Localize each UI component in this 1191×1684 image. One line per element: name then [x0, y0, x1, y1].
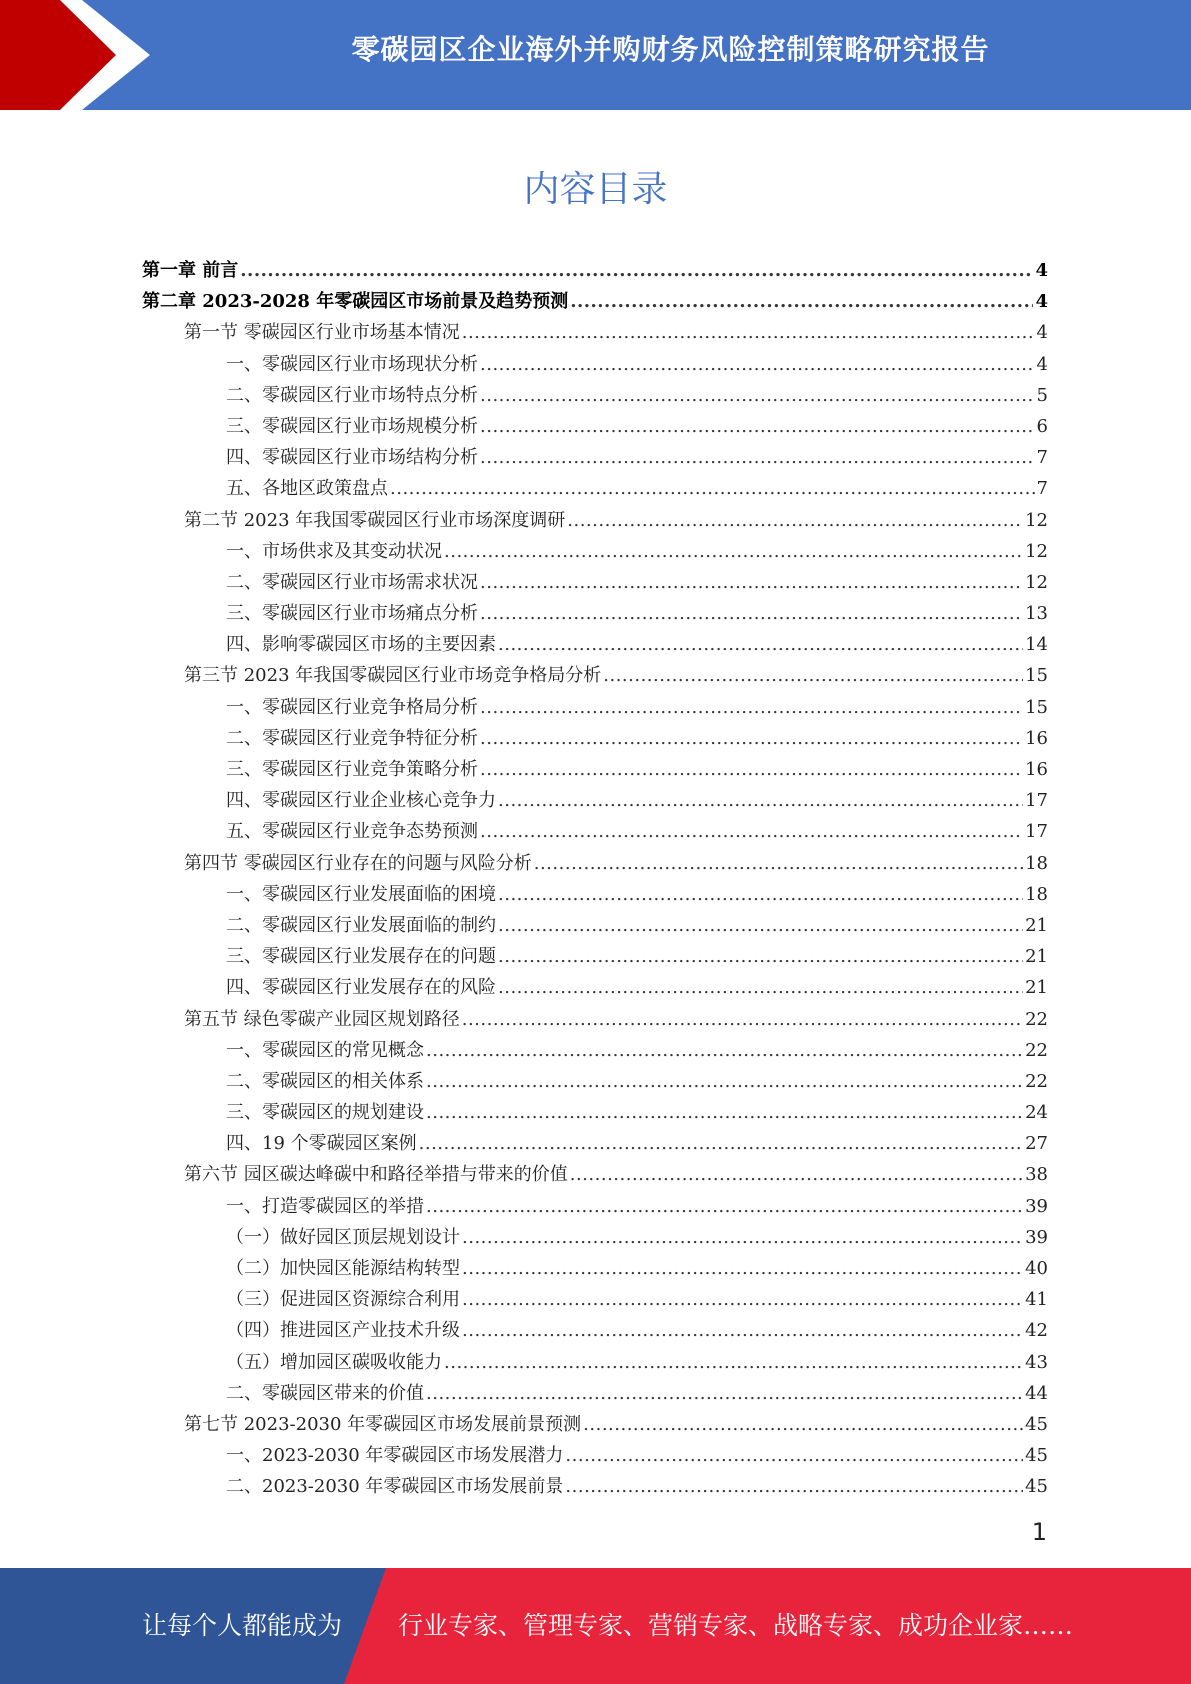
toc-entry-title: （三）促进园区资源综合利用 — [226, 1289, 460, 1311]
toc-entry-page: 21 — [1025, 914, 1048, 936]
toc-entry[interactable] — [142, 1471, 1048, 1502]
table-of-contents — [142, 255, 1048, 1503]
toc-entry-title: 一、市场供求及其变动状况 — [226, 540, 442, 562]
toc-entry-page: 22 — [1025, 1008, 1048, 1030]
toc-entry-title: 四、零碳园区行业市场结构分析 — [226, 447, 478, 469]
toc-entry[interactable] — [142, 1128, 1048, 1159]
toc-entry-page: 5 — [1036, 384, 1048, 406]
toc-entry[interactable] — [142, 1409, 1048, 1440]
toc-leader-dots — [480, 723, 1023, 754]
toc-entry[interactable] — [142, 754, 1048, 785]
toc-entry[interactable] — [142, 1315, 1048, 1346]
toc-leader-dots — [480, 692, 1023, 723]
toc-entry[interactable] — [142, 349, 1048, 380]
toc-leader-dots — [570, 286, 1033, 317]
toc-leader-dots — [498, 910, 1023, 941]
toc-entry-title: 一、打造零碳园区的举措 — [226, 1195, 424, 1217]
toc-entry[interactable] — [142, 411, 1048, 442]
toc-entry-page: 12 — [1025, 509, 1048, 531]
toc-entry-page: 45 — [1025, 1445, 1048, 1467]
toc-entry-page: 45 — [1025, 1413, 1048, 1435]
toc-entry-page: 39 — [1025, 1195, 1048, 1217]
toc-entry[interactable] — [142, 505, 1048, 536]
toc-entry-page: 15 — [1025, 665, 1048, 687]
toc-leader-dots — [462, 1222, 1023, 1253]
toc-leader-dots — [444, 536, 1023, 567]
toc-leader-dots — [498, 785, 1023, 816]
toc-entry-title: 三、零碳园区的规划建设 — [226, 1102, 424, 1124]
footer-slogan-right: 行业专家、管理专家、营销专家、战略专家、成功企业家…… — [398, 1611, 1074, 1640]
toc-entry[interactable] — [142, 972, 1048, 1003]
toc-entry[interactable] — [142, 1440, 1048, 1471]
page-footer — [0, 1568, 1191, 1684]
toc-entry-title: 五、零碳园区行业竞争态势预测 — [226, 821, 478, 843]
toc-entry-title: 一、零碳园区的常见概念 — [226, 1039, 424, 1061]
toc-entry-page: 27 — [1025, 1133, 1048, 1155]
toc-leader-dots — [480, 442, 1035, 473]
toc-entry[interactable] — [142, 910, 1048, 941]
toc-leader-dots — [603, 660, 1023, 691]
toc-entry[interactable] — [142, 1191, 1048, 1222]
toc-entry-title: 二、零碳园区行业竞争特征分析 — [226, 727, 478, 749]
toc-entry-title: 四、19 个零碳园区案例 — [226, 1133, 417, 1155]
toc-leader-dots — [480, 598, 1023, 629]
toc-leader-dots — [498, 879, 1023, 910]
toc-entry-title: 第六节 园区碳达峰碳中和路径举措与带来的价值 — [184, 1164, 568, 1186]
toc-entry[interactable] — [142, 598, 1048, 629]
toc-entry[interactable] — [142, 723, 1048, 754]
toc-entry-page: 41 — [1025, 1289, 1048, 1311]
toc-leader-dots — [426, 1097, 1023, 1128]
toc-leader-dots — [240, 255, 1033, 286]
toc-leader-dots — [583, 1409, 1023, 1440]
toc-entry[interactable] — [142, 1284, 1048, 1315]
toc-entry-title: 五、各地区政策盘点 — [226, 478, 388, 500]
toc-entry-page: 18 — [1025, 852, 1048, 874]
toc-entry-title: 一、零碳园区行业竞争格局分析 — [226, 696, 478, 718]
report-title: 零碳园区企业海外并购财务风险控制策略研究报告 — [351, 33, 990, 66]
toc-entry-page: 13 — [1025, 603, 1048, 625]
toc-entry-title: （二）加快园区能源结构转型 — [226, 1258, 460, 1279]
toc-entry[interactable] — [142, 286, 1048, 317]
toc-leader-dots — [462, 317, 1035, 348]
footer-slogan-left: 让每个人都能成为 — [142, 1611, 343, 1640]
toc-entry-title: 四、零碳园区行业企业核心竞争力 — [226, 790, 496, 812]
toc-entry-page: 12 — [1025, 540, 1048, 562]
toc-entry-page: 24 — [1025, 1102, 1048, 1124]
toc-entry-page: 21 — [1025, 946, 1048, 968]
toc-entry[interactable] — [142, 567, 1048, 598]
toc-entry[interactable] — [142, 317, 1048, 348]
toc-entry[interactable] — [142, 1253, 1048, 1284]
toc-entry-page: 22 — [1025, 1039, 1048, 1061]
toc-entry-title: 三、零碳园区行业市场痛点分析 — [226, 603, 478, 625]
toc-leader-dots — [534, 848, 1023, 879]
toc-entry[interactable] — [142, 879, 1048, 910]
toc-entry-title: 一、零碳园区行业发展面临的困境 — [226, 883, 496, 905]
toc-leader-dots — [462, 1004, 1023, 1035]
toc-leader-dots — [480, 567, 1023, 598]
toc-entry[interactable] — [142, 1004, 1048, 1035]
toc-entry-title: 二、零碳园区的相关体系 — [226, 1070, 424, 1092]
toc-entry-page: 17 — [1025, 790, 1048, 812]
toc-leader-dots — [419, 1128, 1023, 1159]
toc-entry-title: （四）推进园区产业技术升级 — [226, 1320, 460, 1342]
toc-entry-title: 三、零碳园区行业市场规模分析 — [226, 415, 478, 437]
toc-entry-title: 一、零碳园区行业市场现状分析 — [226, 353, 478, 375]
toc-entry[interactable] — [142, 1378, 1048, 1409]
toc-leader-dots — [462, 1315, 1023, 1346]
toc-entry[interactable] — [142, 785, 1048, 816]
toc-leader-dots — [498, 629, 1023, 660]
toc-entry-title: 第四节 零碳园区行业存在的问题与风险分析 — [184, 852, 532, 874]
header-chevron-decoration — [0, 0, 160, 110]
toc-leader-dots — [462, 1253, 1023, 1284]
toc-leader-dots — [567, 505, 1023, 536]
toc-entry-title: 第五节 绿色零碳产业园区规划路径 — [184, 1008, 460, 1030]
toc-entry-title: 二、零碳园区行业市场特点分析 — [226, 384, 478, 406]
toc-leader-dots — [498, 941, 1023, 972]
toc-entry-title: 二、零碳园区带来的价值 — [226, 1382, 424, 1404]
toc-entry-title: （五）增加园区碳吸收能力 — [226, 1351, 442, 1373]
toc-entry-page: 4 — [1036, 322, 1048, 344]
toc-entry[interactable] — [142, 692, 1048, 723]
toc-entry-page: 7 — [1036, 478, 1048, 500]
toc-entry-page: 16 — [1025, 727, 1048, 749]
toc-entry-page: 7 — [1036, 447, 1048, 469]
toc-leader-dots — [426, 1378, 1023, 1409]
toc-entry-title: 三、零碳园区行业竞争策略分析 — [226, 759, 478, 780]
toc-entry-page: 4 — [1035, 260, 1048, 281]
toc-entry-page: 38 — [1025, 1164, 1048, 1186]
toc-entry-title: 第一节 零碳园区行业市场基本情况 — [184, 322, 460, 344]
page-number: 1 — [1031, 1518, 1047, 1546]
toc-entry[interactable] — [142, 442, 1048, 473]
toc-entry-page: 4 — [1035, 291, 1048, 313]
toc-entry-page: 44 — [1025, 1382, 1048, 1404]
toc-entry-page: 4 — [1036, 353, 1048, 375]
toc-entry[interactable] — [142, 1159, 1048, 1190]
toc-entry-page: 39 — [1025, 1226, 1048, 1248]
toc-entry-page: 14 — [1025, 634, 1048, 656]
toc-entry[interactable] — [142, 536, 1048, 567]
toc-leader-dots — [480, 349, 1035, 380]
toc-leader-dots — [462, 1284, 1023, 1315]
toc-leader-dots — [390, 473, 1035, 504]
toc-leader-dots — [565, 1440, 1023, 1471]
toc-entry-title: 一、2023-2030 年零碳园区市场发展潜力 — [226, 1445, 564, 1467]
toc-entry-page: 21 — [1025, 977, 1048, 999]
toc-leader-dots — [480, 411, 1035, 442]
toc-entry-title: 第二节 2023 年我国零碳园区行业市场深度调研 — [184, 509, 566, 531]
toc-entry-title: 第一章 前言 — [142, 260, 239, 281]
toc-leader-dots — [426, 1066, 1023, 1097]
toc-entry-title: （一）做好园区顶层规划设计 — [226, 1226, 460, 1248]
toc-heading: 内容目录 — [523, 169, 668, 210]
toc-leader-dots — [570, 1159, 1023, 1190]
toc-entry-title: 二、2023-2030 年零碳园区市场发展前景 — [226, 1476, 564, 1498]
toc-entry[interactable] — [142, 660, 1048, 691]
toc-entry-page: 40 — [1025, 1258, 1048, 1279]
toc-entry[interactable] — [142, 1035, 1048, 1066]
toc-entry-page: 22 — [1025, 1070, 1048, 1092]
toc-entry-page: 42 — [1025, 1320, 1048, 1342]
toc-leader-dots — [480, 754, 1023, 785]
toc-leader-dots — [444, 1347, 1023, 1378]
toc-leader-dots — [426, 1191, 1023, 1222]
toc-entry-page: 17 — [1025, 821, 1048, 843]
toc-entry-title: 第七节 2023-2030 年零碳园区市场发展前景预测 — [184, 1413, 582, 1435]
toc-entry-title: 二、零碳园区行业发展面临的制约 — [226, 914, 496, 936]
toc-leader-dots — [480, 380, 1035, 411]
toc-leader-dots — [480, 816, 1023, 847]
toc-entry-title: 第二章 2023-2028 年零碳园区市场前景及趋势预测 — [142, 291, 569, 313]
toc-entry-page: 16 — [1025, 759, 1048, 780]
toc-entry-title: 第三节 2023 年我国零碳园区行业市场竞争格局分析 — [184, 665, 602, 687]
toc-entry-page: 6 — [1036, 415, 1048, 437]
toc-entry-title: 二、零碳园区行业市场需求状况 — [226, 571, 478, 593]
toc-entry-title: 四、零碳园区行业发展存在的风险 — [226, 977, 496, 999]
toc-entry[interactable] — [142, 816, 1048, 847]
toc-leader-dots — [426, 1035, 1023, 1066]
toc-entry[interactable] — [142, 255, 1048, 286]
toc-entry-page: 45 — [1025, 1476, 1048, 1498]
toc-leader-dots — [565, 1471, 1023, 1502]
toc-entry[interactable] — [142, 941, 1048, 972]
toc-entry[interactable] — [142, 1347, 1048, 1378]
toc-entry-page: 12 — [1025, 571, 1048, 593]
toc-entry-page: 43 — [1025, 1351, 1048, 1373]
toc-entry-title: 三、零碳园区行业发展存在的问题 — [226, 946, 496, 968]
toc-entry[interactable] — [142, 1097, 1048, 1128]
toc-entry-title: 四、影响零碳园区市场的主要因素 — [226, 634, 496, 656]
toc-entry-page: 15 — [1025, 696, 1048, 718]
toc-entry[interactable] — [142, 1066, 1048, 1097]
page-header — [0, 0, 1191, 110]
toc-leader-dots — [498, 972, 1023, 1003]
toc-entry[interactable] — [142, 473, 1048, 504]
toc-entry[interactable] — [142, 1222, 1048, 1253]
toc-entry[interactable] — [142, 848, 1048, 879]
toc-entry[interactable] — [142, 380, 1048, 411]
toc-entry-page: 18 — [1025, 883, 1048, 905]
toc-entry[interactable] — [142, 629, 1048, 660]
